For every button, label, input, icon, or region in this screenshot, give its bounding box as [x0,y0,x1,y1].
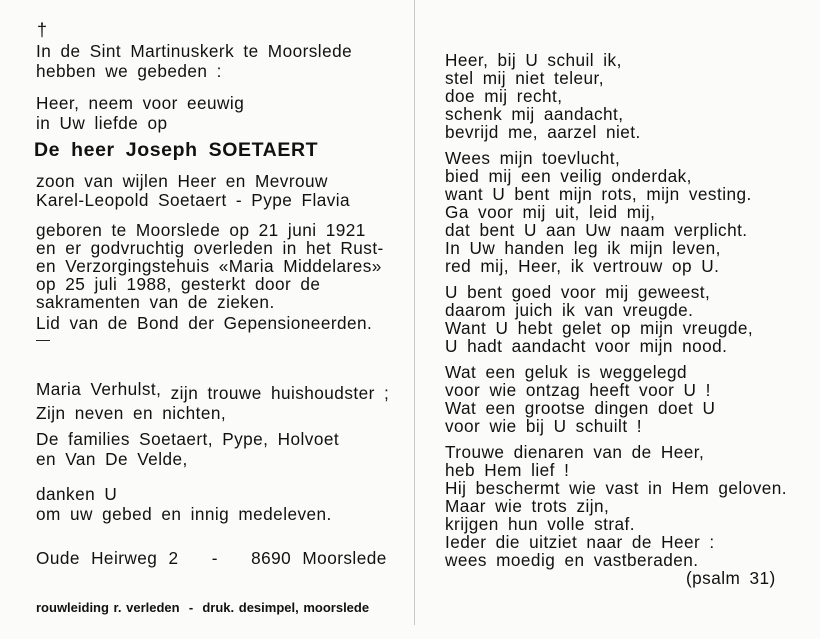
psalm-line: voor wie bij U schuilt ! [445,416,643,436]
parents-line: Karel-Leopold Soetaert - Pype Flavia [36,190,351,210]
psalm-line: doe mij recht, [445,86,563,106]
psalm-line: Wat een geluk is weggelegd [445,362,688,382]
psalm-line: Hij beschermt wie vast in Hem geloven. [445,478,787,498]
psalm-line: Wat een grootse dingen doet U [445,398,716,418]
parents-line: zoon van wijlen Heer en Mevrouw [36,171,328,191]
psalm-line: bied mij een veilig onderdak, [445,166,692,186]
prayer-line: in Uw liefde op [36,113,168,133]
psalm-line: wees moedig en vastberaden. [445,550,699,570]
psalm-line: In Uw handen leg ik mijn leven, [445,238,721,258]
psalm-line: red mij, Heer, ik vertrouw op U. [445,256,720,276]
psalm-line: krijgen hun volle straf. [445,514,635,534]
psalm-line: dat bent U aan Uw naam verplicht. [445,220,748,240]
thanks-line: danken U [36,484,118,504]
psalm-line: Maar wie trots zijn, [445,496,610,516]
families-line: De families Soetaert, Pype, Holvoet [36,429,340,449]
psalm-line: schenk mij aandacht, [445,104,624,124]
separator-dash: — [36,331,51,347]
life-line: op 25 juli 1988, gesterkt door de [36,274,321,294]
housekeeper-role: zijn trouwe huishoudster ; [170,383,390,403]
relatives-line: Zijn neven en nichten, [36,403,227,423]
psalm-line: voor wie ontzag heeft voor U ! [445,380,711,400]
psalm-line: Wees mijn toevlucht, [445,148,621,168]
housekeeper-line [36,379,390,403]
thanks-line: om uw gebed en innig medeleven. [36,504,332,524]
psalm-line: Heer, bij U schuil ik, [445,50,622,70]
credits-line: rouwleiding r. verleden - druk. desimpel, moorslede [36,600,370,615]
cross-icon: † [37,20,48,40]
right-panel [416,0,820,639]
life-line: geboren te Moorslede op 21 juni 1921 [36,220,366,240]
housekeeper-name: Maria Verhulst, [36,379,162,399]
intro-line: In de Sint Martinuskerk te Moorslede [36,41,353,61]
families-line: en Van De Velde, [36,449,188,469]
psalm-line: stel mij niet teleur, [445,68,605,88]
psalm-source: (psalm 31) [686,568,776,588]
life-line: en Verzorgingstehuis «Maria Middelares» [36,256,382,276]
life-line: sakramenten van de zieken. [36,292,275,312]
psalm-line: Ga voor mij uit, leid mij, [445,202,656,222]
address-separator: - [211,548,218,568]
psalm-line: Want U hebt gelet op mijn vreugde, [445,318,754,338]
member-line: Lid van de Bond der Gepensioneerden. [36,313,373,333]
deceased-name: De heer Joseph SOETAERT [34,139,319,161]
psalm-line: bevrijd me, aarzel niet. [445,122,641,142]
psalm-line: Trouwe dienaren van de Heer, [445,442,705,462]
address-street: Oude Heirweg 2 [36,548,179,568]
address-city: 8690 Moorslede [251,548,387,568]
address-line [36,548,387,568]
intro-line: hebben we gebeden : [36,61,222,81]
prayer-line: Heer, neem voor eeuwig [36,93,245,113]
psalm-line: Ieder die uitziet naar de Heer : [445,532,715,552]
life-line: en er godvruchtig overleden in het Rust- [36,238,384,258]
psalm-line: U hadt aandacht voor mijn nood. [445,336,728,356]
psalm-line: heb Hem lief ! [445,460,570,480]
psalm-line: want U bent mijn rots, mijn vesting. [445,184,752,204]
psalm-line: daarom juich ik van vreugde. [445,300,694,320]
psalm-line: U bent goed voor mij geweest, [445,282,711,302]
